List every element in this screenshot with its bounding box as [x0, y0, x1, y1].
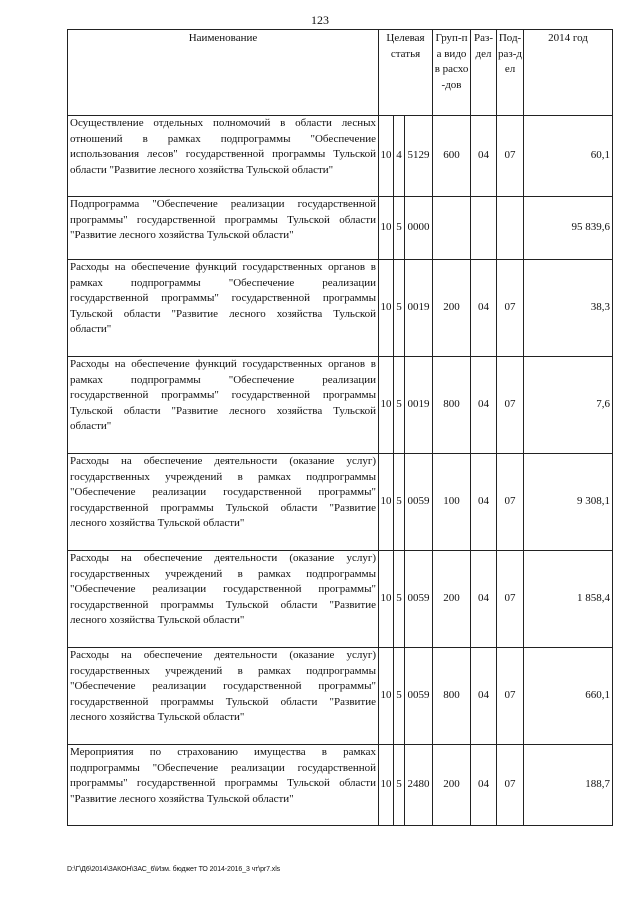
row-section: 04 [471, 648, 497, 745]
row-code-c: 2480 [405, 745, 433, 826]
row-section: 04 [471, 357, 497, 454]
row-name: Расходы на обеспечение функций государственных органов в рамках подпрограммы "Обеспечение реализации государственной программы" государственной программы Тульской области "Развитие лесного хозяйства Тульской области" [68, 260, 379, 357]
row-amount: 95 839,6 [524, 197, 613, 260]
header-section [471, 30, 497, 116]
header-subsection [497, 30, 524, 116]
row-group: 600 [433, 116, 471, 197]
row-section [471, 197, 497, 260]
row-code-b: 5 [394, 648, 405, 745]
row-code-a: 10 [379, 116, 394, 197]
row-group: 800 [433, 357, 471, 454]
row-group: 200 [433, 260, 471, 357]
row-code-c: 0059 [405, 648, 433, 745]
row-subsection [497, 197, 524, 260]
row-amount: 9 308,1 [524, 454, 613, 551]
row-code-a: 10 [379, 357, 394, 454]
row-code-b: 5 [394, 357, 405, 454]
header-target-article [379, 30, 433, 116]
header-expense-group-text: Груп-па видов расхо-дов [434, 32, 469, 91]
file-path-footer: D:\Г\Д6\2014\ЗАКОН\ЗАС_6\Изм. бюджет ТО 2014-2016_3 чт\pr7.xls [67, 866, 281, 873]
row-code-b: 4 [394, 116, 405, 197]
row-amount: 7,6 [524, 357, 613, 454]
row-amount: 660,1 [524, 648, 613, 745]
table-row [68, 648, 613, 745]
row-code-c: 0019 [405, 260, 433, 357]
row-subsection: 07 [497, 648, 524, 745]
row-name: Расходы на обеспечение деятельности (оказание услуг) государственных учреждений в рамках подпрограммы "Обеспечение реализации государственной программы" государственной программы Тульской области "Развитие лесного хозяйства Тульской области" [68, 551, 379, 648]
table-row [68, 116, 613, 197]
row-code-c: 0000 [405, 197, 433, 260]
table-row [68, 454, 613, 551]
header-row [68, 30, 613, 116]
row-subsection: 07 [497, 454, 524, 551]
row-group: 200 [433, 551, 471, 648]
row-name: Расходы на обеспечение функций государственных органов в рамках подпрограммы "Обеспечение реализации государственной программы" государственной программы Тульской области "Развитие лесного хозяйства Тульской области" [68, 357, 379, 454]
row-code-b: 5 [394, 260, 405, 357]
row-amount: 38,3 [524, 260, 613, 357]
row-subsection: 07 [497, 116, 524, 197]
row-section: 04 [471, 745, 497, 826]
row-code-a: 10 [379, 454, 394, 551]
header-expense-group [433, 30, 471, 116]
row-code-a: 10 [379, 197, 394, 260]
row-group: 100 [433, 454, 471, 551]
row-section: 04 [471, 454, 497, 551]
table-row [68, 197, 613, 260]
row-amount: 1 858,4 [524, 551, 613, 648]
row-code-b: 5 [394, 745, 405, 826]
row-code-c: 0059 [405, 454, 433, 551]
row-code-b: 5 [394, 197, 405, 260]
row-group: 800 [433, 648, 471, 745]
row-code-a: 10 [379, 551, 394, 648]
row-code-a: 10 [379, 260, 394, 357]
row-section: 04 [471, 551, 497, 648]
header-year: 2014 год [524, 30, 613, 116]
row-amount: 188,7 [524, 745, 613, 826]
header-target-article-text: Целевая статья [386, 32, 425, 60]
row-code-c: 5129 [405, 116, 433, 197]
header-subsection-text: Под-раз-дел [498, 32, 523, 76]
row-amount: 60,1 [524, 116, 613, 197]
budget-table [67, 29, 613, 826]
row-group [433, 197, 471, 260]
row-code-c: 0019 [405, 357, 433, 454]
row-code-a: 10 [379, 745, 394, 826]
row-section: 04 [471, 116, 497, 197]
header-name: Наименование [68, 30, 379, 116]
row-name: Подпрограмма "Обеспечение реализации государственной программы" государственной программы Тульской области "Развитие лесного хозяйства Тульской области" [68, 197, 379, 260]
row-subsection: 07 [497, 745, 524, 826]
header-section-text: Раз-дел [474, 32, 494, 60]
row-code-a: 10 [379, 648, 394, 745]
row-code-c: 0059 [405, 551, 433, 648]
table-row [68, 260, 613, 357]
row-code-b: 5 [394, 551, 405, 648]
row-section: 04 [471, 260, 497, 357]
row-name: Осуществление отдельных полномочий в области лесных отношений в рамках подпрограммы "Обеспечение использования лесов" государственной программы Тульской области "Развитие лесного хозяйства Тульской области" [68, 116, 379, 197]
table-row [68, 745, 613, 826]
row-code-b: 5 [394, 454, 405, 551]
row-subsection: 07 [497, 551, 524, 648]
page-number: 123 [311, 13, 329, 27]
row-subsection: 07 [497, 260, 524, 357]
row-name: Расходы на обеспечение деятельности (оказание услуг) государственных учреждений в рамках подпрограммы "Обеспечение реализации государственной программы" государственной программы Тульской области "Развитие лесного хозяйства Тульской области" [68, 454, 379, 551]
table-row [68, 357, 613, 454]
row-subsection: 07 [497, 357, 524, 454]
row-name: Мероприятия по страхованию имущества в рамках подпрограммы "Обеспечение реализации государственной программы" государственной программы Тульской области "Развитие лесного хозяйства Тульской области" [68, 745, 379, 826]
row-group: 200 [433, 745, 471, 826]
row-name: Расходы на обеспечение деятельности (оказание услуг) государственных учреждений в рамках подпрограммы "Обеспечение реализации государственной программы" государственной программы Тульской области "Развитие лесного хозяйства Тульской области" [68, 648, 379, 745]
table-row [68, 551, 613, 648]
